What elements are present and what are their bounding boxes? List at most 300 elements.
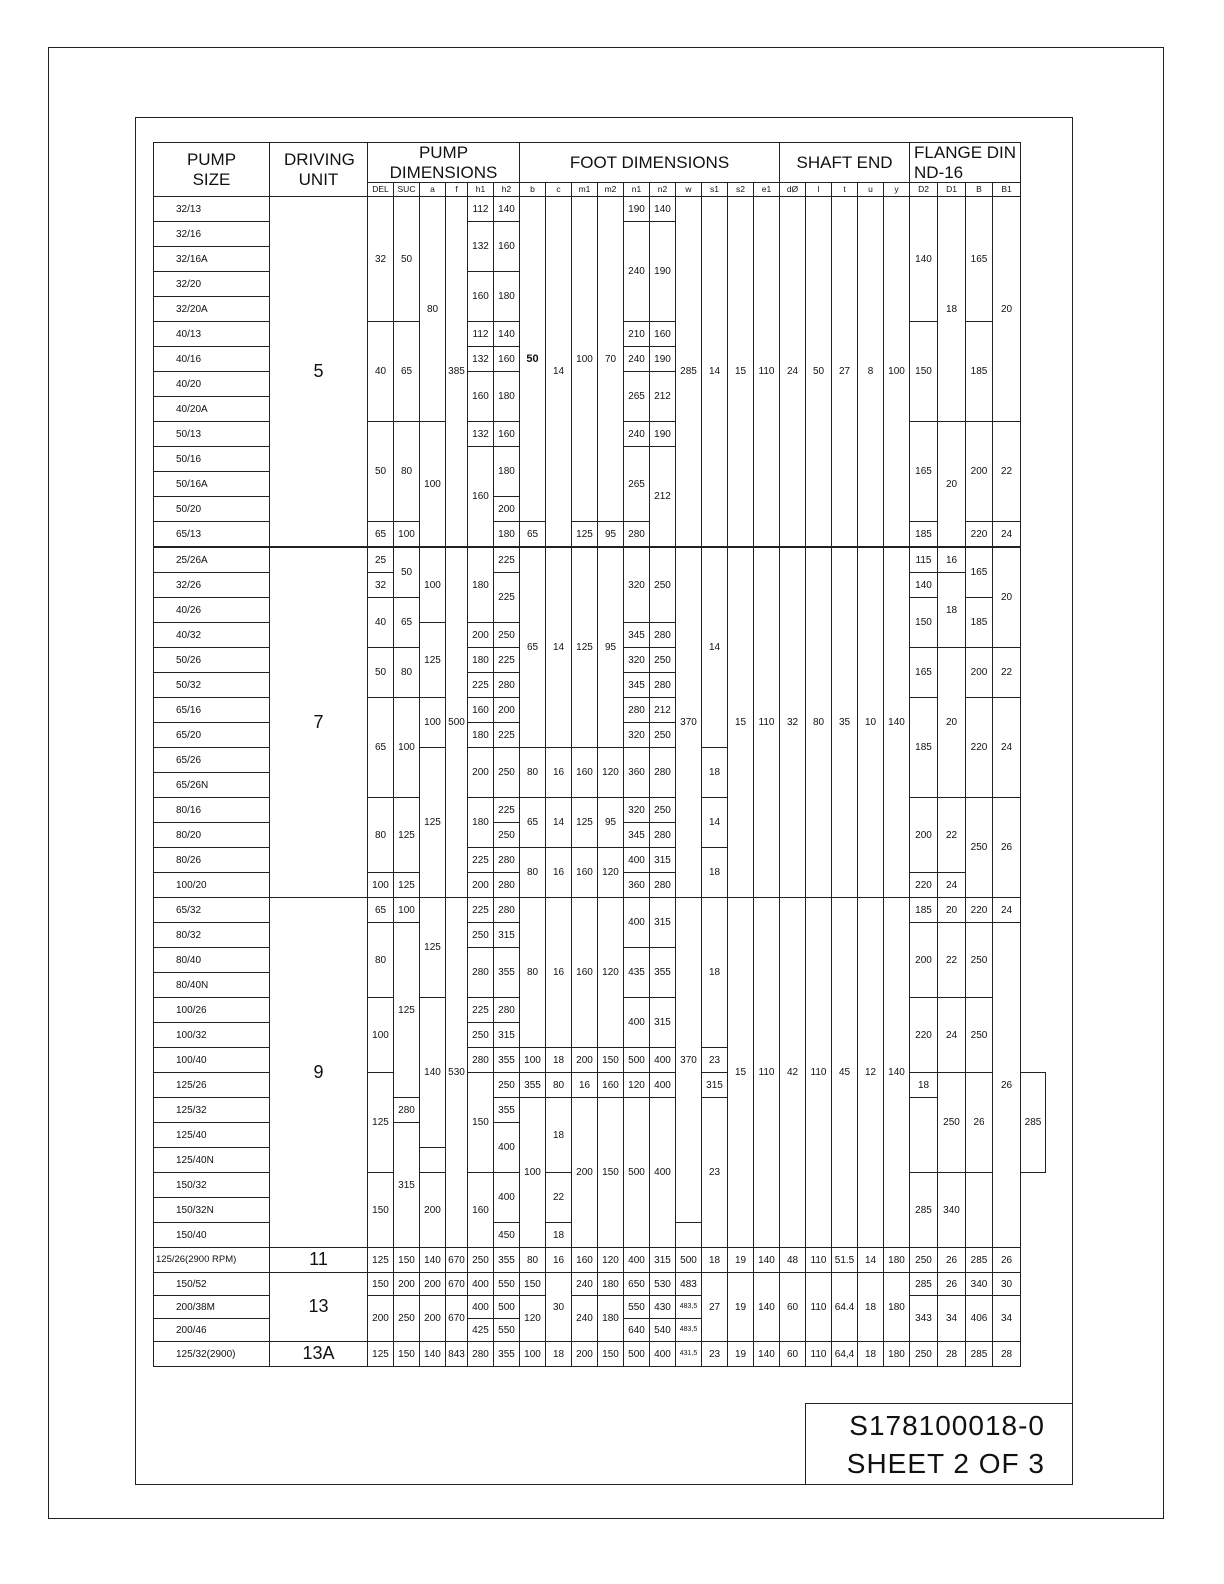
cell: 165	[910, 648, 938, 698]
cell: 125	[572, 547, 598, 748]
cell: 80	[420, 197, 446, 422]
cell: 280	[624, 698, 650, 723]
cell: 51.5	[832, 1248, 858, 1273]
column-header: D1	[938, 183, 966, 197]
cell: 670	[446, 1296, 468, 1342]
cell: 280	[468, 1342, 494, 1367]
cell: 100	[368, 998, 394, 1073]
cell: 18	[858, 1342, 884, 1367]
pump-size-cell: 32/20	[154, 272, 270, 297]
cell: 100	[572, 197, 598, 522]
pump-size-cell: 40/20A	[154, 397, 270, 422]
cell: 18	[858, 1273, 884, 1342]
cell: 19	[728, 1342, 754, 1367]
cell: 315	[702, 1073, 728, 1098]
cell: 65	[520, 522, 546, 548]
cell: 650	[624, 1273, 650, 1296]
cell: 160	[572, 748, 598, 798]
cell: 150	[468, 1073, 494, 1173]
cell: 400	[494, 1173, 520, 1223]
cell: 240	[572, 1273, 598, 1296]
cell: 280	[494, 873, 520, 898]
cell: 250	[494, 623, 520, 648]
cell: 140	[910, 197, 938, 322]
pump-size-cell: 80/40	[154, 948, 270, 973]
cell: 160	[494, 422, 520, 447]
cell: 225	[494, 648, 520, 673]
cell: 185	[910, 898, 938, 923]
column-header: b	[520, 183, 546, 197]
cell: 40	[368, 598, 394, 648]
cell: 48	[780, 1248, 806, 1273]
cell: 150	[394, 1342, 420, 1367]
cell: 315	[650, 998, 676, 1048]
cell: 180	[468, 648, 494, 673]
pump-size-cell: 50/16A	[154, 472, 270, 497]
column-header: w	[676, 183, 702, 197]
cell: 280	[468, 948, 494, 998]
cell: 18	[938, 197, 966, 422]
pump-size-cell: 32/13	[154, 197, 270, 222]
column-header: s1	[702, 183, 728, 197]
cell: 14	[546, 547, 572, 748]
column-header: dØ	[780, 183, 806, 197]
cell: 16	[546, 898, 572, 1048]
cell: 140	[910, 573, 938, 598]
cell: 110	[754, 547, 780, 898]
cell: 280	[468, 1048, 494, 1073]
cell: 18	[702, 748, 728, 798]
cell: 280	[494, 673, 520, 698]
cell: 185	[910, 522, 938, 548]
cell: 50	[394, 197, 420, 322]
cell: 250	[650, 798, 676, 823]
cell: 483,5	[676, 1319, 702, 1342]
cell: 32	[368, 573, 394, 598]
cell: 32	[368, 197, 394, 322]
cell: 20	[993, 547, 1021, 648]
cell: 24	[938, 873, 966, 898]
cell: 8	[858, 197, 884, 548]
cell: 64,4	[832, 1342, 858, 1367]
cell: 110	[806, 1342, 832, 1367]
cell: 355	[494, 948, 520, 998]
cell: 19	[728, 1273, 754, 1342]
cell: 320	[624, 547, 650, 623]
pump-size-cell: 32/16A	[154, 247, 270, 272]
cell: 150	[598, 1048, 624, 1073]
cell: 40	[368, 322, 394, 422]
cell: 250	[966, 923, 993, 998]
cell: 355	[494, 1342, 520, 1367]
pump-size-cell: 65/26N	[154, 773, 270, 798]
pump-size-cell: 100/32	[154, 1023, 270, 1048]
cell: 110	[754, 898, 780, 1248]
cell: 250	[650, 723, 676, 748]
cell: 22	[938, 798, 966, 873]
shaft-end-header: SHAFT END	[780, 143, 910, 183]
cell: 80	[546, 1073, 572, 1098]
cell: 165	[966, 197, 993, 322]
cell: 220	[966, 698, 993, 798]
driving-unit-cell: 13	[270, 1273, 368, 1342]
cell: 320	[624, 723, 650, 748]
cell: 140	[884, 898, 910, 1248]
cell: 34	[938, 1296, 966, 1342]
cell: 112	[468, 197, 494, 222]
cell: 180	[598, 1273, 624, 1296]
cell: 120	[598, 898, 624, 1048]
flange-header: FLANGE DIN ND-16	[910, 143, 1021, 183]
cell: 65	[368, 698, 394, 798]
pump-size-cell: 40/13	[154, 322, 270, 347]
cell: 100	[420, 698, 446, 748]
table-row	[154, 547, 1046, 573]
cell: 500	[446, 547, 468, 898]
cell: 22	[993, 422, 1021, 522]
cell: 225	[494, 547, 520, 573]
cell: 250	[966, 998, 993, 1073]
column-header: h2	[494, 183, 520, 197]
cell: 425	[468, 1319, 494, 1342]
cell: 240	[624, 347, 650, 372]
cell: 80	[806, 547, 832, 898]
pump-size-cell: 25/26A	[154, 547, 270, 573]
cell: 345	[624, 623, 650, 648]
cell: 280	[650, 623, 676, 648]
cell: 185	[966, 322, 993, 422]
cell: 64.4	[832, 1273, 858, 1342]
column-header: SUC	[394, 183, 420, 197]
cell: 27	[832, 197, 858, 548]
cell: 120	[598, 748, 624, 798]
column-header: e1	[754, 183, 780, 197]
cell: 315	[650, 848, 676, 873]
cell: 45	[832, 898, 858, 1248]
cell: 80	[394, 422, 420, 522]
cell: 240	[572, 1296, 598, 1342]
cell: 540	[650, 1319, 676, 1342]
cell: 125	[368, 1342, 394, 1367]
cell: 250	[494, 748, 520, 798]
cell: 16	[546, 748, 572, 798]
cell: 400	[650, 1073, 676, 1098]
pump-size-cell: 125/26(2900 RPM)	[154, 1248, 270, 1273]
column-header: u	[858, 183, 884, 197]
cell: 26	[966, 1073, 993, 1173]
cell: 530	[446, 898, 468, 1248]
cell: 24	[993, 522, 1021, 548]
cell: 23	[702, 1098, 728, 1248]
cell: 315	[394, 1123, 420, 1248]
cell: 250	[494, 1073, 520, 1098]
cell: 125	[368, 1073, 394, 1173]
cell: 200	[910, 923, 938, 998]
cell: 200	[420, 1273, 446, 1296]
column-header: B1	[993, 183, 1021, 197]
cell: 200	[572, 1048, 598, 1073]
cell: 225	[468, 998, 494, 1023]
cell: 200	[572, 1098, 598, 1248]
column-header: s2	[728, 183, 754, 197]
cell: 110	[806, 1273, 832, 1342]
cell: 100	[520, 1342, 546, 1367]
cell: 225	[494, 573, 520, 623]
sheet-number: SHEET 2 OF 3	[846, 1448, 1045, 1479]
cell: 50	[394, 547, 420, 598]
cell: 285	[910, 1173, 938, 1248]
cell: 200	[468, 623, 494, 648]
cell: 240	[624, 422, 650, 447]
cell: 285	[1021, 1073, 1046, 1173]
cell: 18	[910, 1073, 938, 1098]
cell: 125	[394, 923, 420, 1098]
cell: 212	[650, 447, 676, 548]
cell: 160	[468, 698, 494, 723]
cell: 22	[993, 648, 1021, 698]
cell: 355	[494, 1048, 520, 1073]
cell: 150	[394, 1248, 420, 1273]
cell: 110	[806, 898, 832, 1248]
cell: 450	[494, 1223, 520, 1248]
cell: 24	[993, 898, 1021, 923]
cell: 160	[572, 1248, 598, 1273]
pump-size-cell: 32/26	[154, 573, 270, 598]
cell: 100	[368, 873, 394, 898]
cell: 24	[780, 197, 806, 548]
cell: 26	[993, 923, 1021, 1248]
cell: 80	[394, 648, 420, 698]
cell: 180	[494, 372, 520, 422]
cell: 212	[650, 698, 676, 723]
cell: 225	[494, 798, 520, 823]
pump-size-cell: 50/32	[154, 673, 270, 698]
cell: 10	[858, 547, 884, 898]
cell: 35	[832, 547, 858, 898]
cell: 120	[598, 1248, 624, 1273]
cell: 240	[624, 222, 650, 322]
cell: 80	[368, 923, 394, 998]
cell: 12	[858, 898, 884, 1248]
pump-size-header: PUMP SIZE	[154, 143, 270, 197]
column-header: n2	[650, 183, 676, 197]
cell: 160	[468, 272, 494, 322]
cell: 125	[420, 623, 446, 698]
cell: 16	[938, 547, 966, 573]
cell: 20	[938, 648, 966, 798]
cell: 280	[394, 1098, 420, 1123]
cell: 340	[966, 1273, 993, 1296]
pump-size-cell: 125/40N	[154, 1148, 270, 1173]
cell: 65	[368, 522, 394, 548]
pump-size-cell: 125/32(2900)	[154, 1342, 270, 1367]
driving-unit-cell: 7	[270, 547, 368, 898]
cell: 280	[650, 873, 676, 898]
cell: 50	[368, 648, 394, 698]
cell: 23	[702, 1048, 728, 1073]
cell: 120	[598, 848, 624, 898]
cell: 80	[520, 848, 546, 898]
pump-size-cell: 80/32	[154, 923, 270, 948]
column-header: n1	[624, 183, 650, 197]
cell: 200	[420, 1173, 446, 1248]
pump-size-cell: 50/26	[154, 648, 270, 673]
cell: 65	[394, 598, 420, 648]
foot-dimensions-header: FOOT DIMENSIONS	[520, 143, 780, 183]
cell: 14	[546, 798, 572, 848]
cell: 355	[494, 1098, 520, 1123]
cell: 80	[520, 898, 546, 1048]
cell: 42	[780, 898, 806, 1248]
cell: 400	[624, 998, 650, 1048]
document-number: S178100018-0	[849, 1410, 1045, 1441]
cell: 280	[624, 522, 650, 548]
cell: 483	[676, 1273, 702, 1296]
pump-size-cell: 40/16	[154, 347, 270, 372]
cell: 500	[494, 1296, 520, 1319]
cell: 200	[394, 1273, 420, 1296]
cell: 28	[993, 1342, 1021, 1367]
cell: 280	[650, 748, 676, 798]
cell: 200	[966, 648, 993, 698]
cell: 27	[702, 1273, 728, 1342]
cell: 100	[394, 898, 420, 923]
cell: 345	[624, 823, 650, 848]
cell: 530	[650, 1273, 676, 1296]
cell: 180	[884, 1273, 910, 1342]
column-header: l	[806, 183, 832, 197]
cell: 200	[966, 422, 993, 522]
column-header: y	[884, 183, 910, 197]
cell: 190	[624, 197, 650, 222]
cell: 14	[702, 798, 728, 848]
cell: 95	[598, 522, 624, 548]
pump-size-cell: 32/16	[154, 222, 270, 247]
cell: 18	[702, 1248, 728, 1273]
cell: 70	[598, 197, 624, 522]
cell: 60	[780, 1342, 806, 1367]
cell: 18	[702, 848, 728, 898]
cell: 100	[520, 1098, 546, 1248]
cell: 16	[546, 848, 572, 898]
cell: 280	[494, 998, 520, 1023]
cell: 315	[494, 1023, 520, 1048]
cell: 140	[420, 1248, 446, 1273]
cell: 315	[494, 923, 520, 948]
cell: 285	[966, 1342, 993, 1367]
cell: 483,5	[676, 1296, 702, 1319]
cell: 50	[806, 197, 832, 548]
cell: 220	[910, 998, 938, 1073]
cell: 150	[368, 1273, 394, 1296]
cell: 14	[546, 197, 572, 548]
cell: 125	[572, 798, 598, 848]
table-row	[154, 1342, 1046, 1367]
cell: 50	[368, 422, 394, 522]
cell: 160	[572, 898, 598, 1048]
cell: 30	[993, 1273, 1021, 1296]
cell: 120	[520, 1296, 546, 1342]
cell: 24	[993, 698, 1021, 798]
cell: 26	[938, 1248, 966, 1273]
cell: 180	[468, 723, 494, 748]
column-header: D2	[910, 183, 938, 197]
cell: 190	[650, 222, 676, 322]
cell: 95	[598, 547, 624, 748]
cell: 320	[624, 648, 650, 673]
cell: 15	[728, 197, 754, 548]
cell: 65	[520, 547, 546, 748]
cell: 125	[572, 522, 598, 548]
cell: 32	[780, 547, 806, 898]
cell: 160	[468, 1173, 494, 1248]
cell: 65	[394, 322, 420, 422]
cell: 24	[938, 998, 966, 1073]
cell: 180	[468, 547, 494, 623]
cell: 18	[546, 1098, 572, 1173]
cell: 370	[676, 898, 702, 1223]
cell: 14	[858, 1248, 884, 1273]
cell: 125	[394, 798, 420, 873]
cell: 112	[468, 322, 494, 347]
cell: 165	[966, 547, 993, 598]
cell: 225	[494, 723, 520, 748]
cell: 140	[420, 1342, 446, 1367]
cell: 430	[650, 1296, 676, 1319]
cell: 100	[394, 698, 420, 798]
cell: 26	[993, 1248, 1021, 1273]
table-row	[154, 898, 1046, 923]
cell: 18	[546, 1342, 572, 1367]
cell: 18	[702, 898, 728, 1048]
pump-size-cell: 65/13	[154, 522, 270, 548]
cell: 140	[754, 1342, 780, 1367]
pump-size-cell: 50/20	[154, 497, 270, 522]
cell: 200	[572, 1342, 598, 1367]
cell: 250	[494, 823, 520, 848]
pump-size-cell: 65/26	[154, 748, 270, 773]
cell: 110	[806, 1248, 832, 1273]
cell: 100	[394, 522, 420, 548]
pump-size-cell: 65/16	[154, 698, 270, 723]
pump-size-cell: 200/38M	[154, 1296, 270, 1319]
cell: 80	[520, 1248, 546, 1273]
cell: 20	[938, 898, 966, 923]
cell: 115	[910, 547, 938, 573]
cell: 225	[468, 673, 494, 698]
cell: 150	[520, 1273, 546, 1296]
pump-size-cell: 125/26	[154, 1073, 270, 1098]
pump-size-cell: 65/32	[154, 898, 270, 923]
cell: 165	[910, 422, 938, 522]
cell: 250	[910, 1342, 938, 1367]
table-row	[154, 1248, 1046, 1273]
cell: 400	[624, 848, 650, 873]
cell: 355	[494, 1248, 520, 1273]
cell: 180	[494, 447, 520, 497]
cell: 250	[468, 1248, 494, 1273]
cell: 180	[884, 1342, 910, 1367]
cell: 400	[650, 1048, 676, 1073]
cell: 50	[520, 197, 546, 522]
pump-size-cell: 40/26	[154, 598, 270, 623]
cell: 320	[624, 798, 650, 823]
cell: 400	[624, 1248, 650, 1273]
cell: 22	[938, 923, 966, 998]
cell: 315	[650, 898, 676, 948]
cell: 125	[420, 898, 446, 998]
cell: 360	[624, 748, 650, 798]
